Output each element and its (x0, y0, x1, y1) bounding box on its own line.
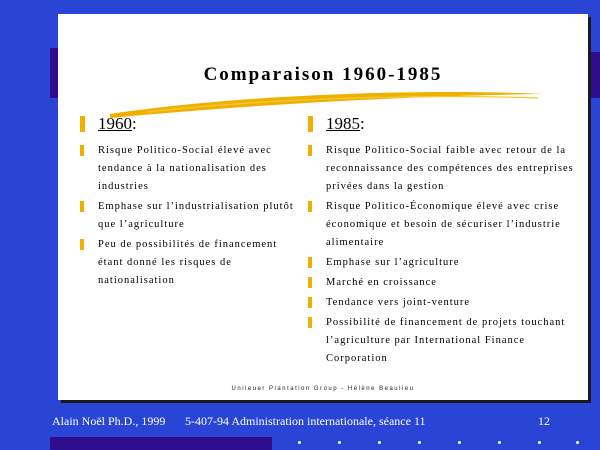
dot-icon (498, 441, 501, 444)
list-item (80, 198, 295, 234)
bullet-icon (80, 116, 85, 132)
footer-author: Alain Noël Ph.D., 1999 (52, 414, 166, 428)
bullet-icon (308, 257, 312, 268)
list-item (80, 236, 295, 290)
dot-icon (458, 441, 461, 444)
slide-title: Comparaison 1960-1985 (203, 64, 443, 85)
dot-icon (418, 441, 421, 444)
bullet-icon (308, 297, 312, 308)
bullet-icon (80, 201, 84, 212)
list-item (308, 142, 578, 196)
decorative-bar-bottom (50, 437, 272, 450)
bullet-icon (80, 239, 84, 250)
list-item (80, 142, 295, 196)
item-text: Possibilité de financement de projets touchant l’agriculture par International Finance Corporation (326, 317, 566, 364)
list-item (308, 254, 578, 272)
dot-icon (298, 441, 301, 444)
item-text: Tendance vers joint-venture (326, 297, 471, 308)
item-text: Risque Politico-Social faible avec retour de la reconnaissance des compétences des entreprises privées dans la gestion (326, 145, 574, 192)
heading-1985 (308, 114, 578, 134)
bullet-icon (308, 145, 312, 156)
item-text: Marché en croissance (326, 277, 437, 288)
bullet-icon (308, 201, 312, 212)
dot-icon (378, 441, 381, 444)
dot-icon (538, 441, 541, 444)
bullet-icon (308, 317, 312, 328)
item-text: Peu de possibilités de financement étant donné les risques de nationalisation (98, 239, 278, 286)
bullet-icon (80, 145, 84, 156)
column-1960 (80, 114, 295, 292)
bullet-icon (308, 277, 312, 288)
year-colon: : (132, 114, 137, 133)
bullet-icon (308, 116, 313, 132)
heading-1960 (80, 114, 295, 134)
list-item (308, 314, 578, 368)
list-item (308, 198, 578, 252)
footer-course: 5-407-94 Administration internationale, séance 11 (185, 414, 426, 428)
slide-credit: Unileuer Plantation Group - Hélène Beaulieu (231, 386, 415, 392)
year-colon: : (360, 114, 365, 133)
dot-icon (338, 441, 341, 444)
item-text: Emphase sur l’agriculture (326, 257, 460, 268)
dot-icon (576, 441, 579, 444)
year-label: 1960 (98, 114, 132, 133)
slide-panel (58, 14, 588, 400)
item-text: Emphase sur l’industrialisation plutôt que l’agriculture (98, 201, 294, 230)
column-1985 (308, 114, 578, 370)
list-item (308, 294, 578, 312)
footer-page-number: 12 (538, 414, 550, 428)
decorative-bar-right (588, 52, 600, 98)
list-item (308, 274, 578, 292)
item-text: Risque Politico-Social élevé avec tendance à la nationalisation des industries (98, 145, 272, 192)
item-text: Risque Politico-Économique élevé avec crise économique et besoin de sécuriser l’industrie alimentaire (326, 201, 561, 248)
year-label: 1985 (326, 114, 360, 133)
